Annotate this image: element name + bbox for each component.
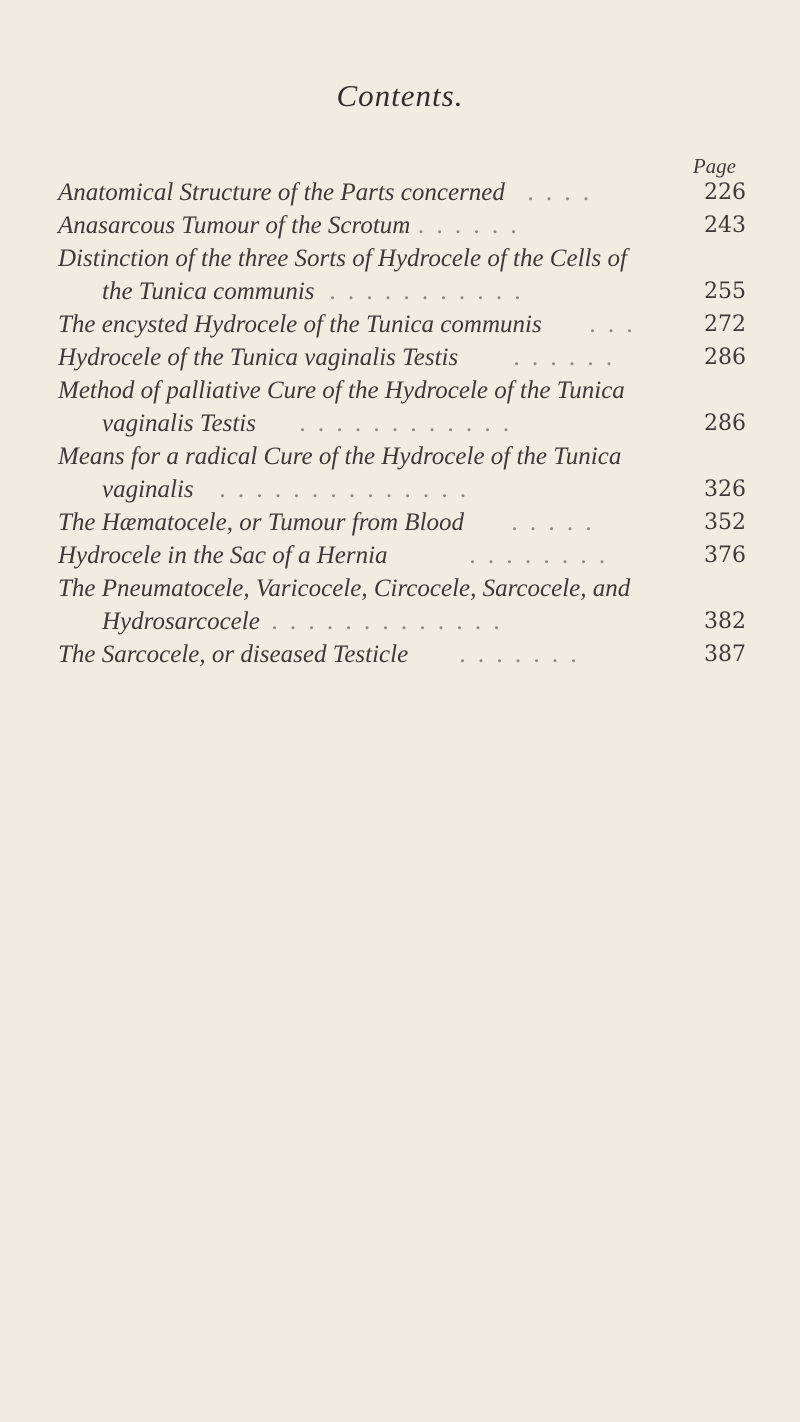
toc-entry	[0, 440, 800, 473]
toc-page-number: 243	[704, 213, 746, 238]
toc-entry	[0, 506, 800, 539]
table-of-contents	[0, 176, 800, 671]
toc-entry-title-cont: vaginalis Testis	[102, 410, 256, 437]
toc-entry-title: Hydrocele in the Sac of a Hernia	[58, 542, 388, 569]
toc-page-number: 272	[704, 312, 746, 337]
toc-entry	[0, 242, 800, 275]
toc-leader: . . . . . . . . . . . . . .	[220, 476, 470, 503]
toc-entry-title: Anatomical Structure of the Parts concerned	[58, 179, 505, 206]
toc-entry-title: Means for a radical Cure of the Hydrocele of the Tunica	[58, 443, 622, 470]
toc-page-number: 352	[704, 510, 746, 535]
toc-entry-title-cont: the Tunica communis	[102, 278, 315, 305]
toc-entry-title: The Hæmatocele, or Tumour from Blood	[58, 509, 465, 536]
toc-entry-title: The Pneumatocele, Varicocele, Circocele, Sarcocele, and	[58, 575, 631, 602]
toc-entry-title: Hydrocele of the Tunica vaginalis Testis	[58, 344, 459, 371]
toc-entry	[0, 572, 800, 605]
toc-entry	[0, 308, 800, 341]
toc-leader: . . . . . . .	[460, 641, 581, 668]
toc-leader: . . . . . . .	[400, 212, 521, 239]
toc-entry-continuation	[0, 275, 800, 308]
toc-page-number: 226	[704, 180, 746, 205]
toc-entry-title: Method of palliative Cure of the Hydrocele of the Tunica	[58, 377, 625, 404]
toc-leader: . . . . . .	[514, 344, 616, 371]
toc-page-number: 382	[704, 609, 746, 634]
toc-page-number: 286	[704, 345, 746, 370]
toc-entry	[0, 341, 800, 374]
toc-leader: . . . . . . . . . . . . .	[272, 608, 504, 635]
page-column-header: Page	[692, 154, 736, 178]
toc-entry-continuation	[0, 407, 800, 440]
toc-leader: . . . . . . . .	[470, 542, 609, 569]
toc-leader: . . . .	[528, 179, 593, 206]
toc-entry-continuation	[0, 473, 800, 506]
toc-entry	[0, 638, 800, 671]
toc-leader: . . . . . . . . . . .	[330, 278, 525, 305]
toc-entry	[0, 539, 800, 572]
toc-page-number: 387	[704, 642, 746, 667]
toc-entry	[0, 374, 800, 407]
toc-entry-title: The encysted Hydrocele of the Tunica communis	[58, 311, 542, 338]
toc-leader: . . . . . . . . . . . .	[300, 410, 513, 437]
toc-entry-title: Anasarcous Tumour of the Scrotum	[58, 212, 411, 239]
toc-page-number: 326	[704, 477, 746, 502]
toc-page-number: 286	[704, 411, 746, 436]
toc-entry-continuation	[0, 605, 800, 638]
toc-entry	[0, 209, 800, 242]
toc-entry-title-cont: Hydrosarcocele	[102, 608, 260, 635]
toc-entry	[0, 176, 800, 209]
toc-page-number: 255	[704, 279, 746, 304]
toc-entry-title: Distinction of the three Sorts of Hydrocele of the Cells of	[58, 245, 627, 272]
toc-leader: . . .	[590, 311, 637, 338]
toc-entry-title-cont: vaginalis	[102, 476, 194, 503]
toc-page-number: 376	[704, 543, 746, 568]
toc-entry-title: The Sarcocele, or diseased Testicle	[58, 641, 409, 668]
page-title: Contents.	[336, 78, 464, 113]
toc-leader: . . . . .	[512, 509, 596, 536]
